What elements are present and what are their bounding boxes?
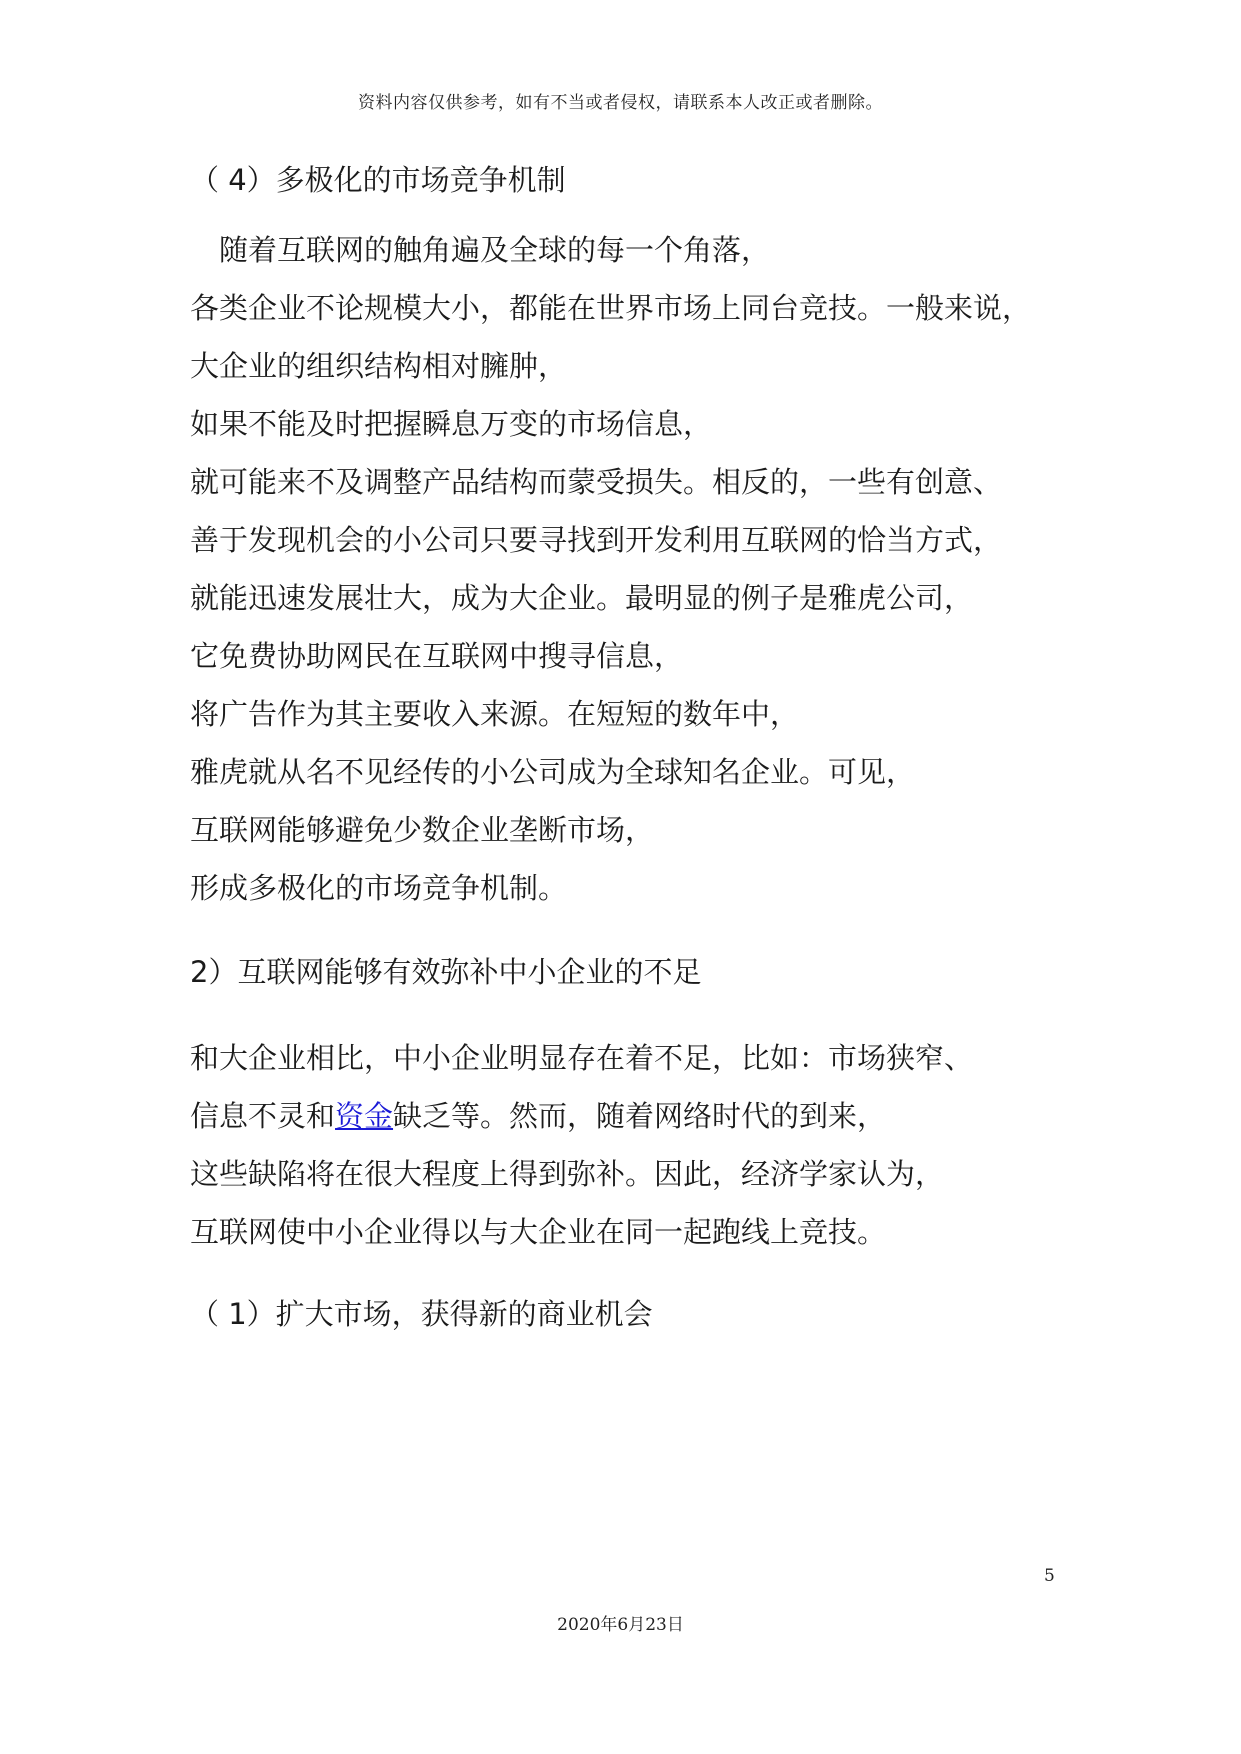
paragraph-line: 如果不能及时把握瞬息万变的市场信息， <box>190 407 713 441</box>
funds-link[interactable]: 资金 <box>335 1099 394 1133</box>
paragraph-line: 它免费协助网民在互联网中搜寻信息， <box>190 639 684 673</box>
footer-date: 2020年6月23日 <box>557 1615 684 1635</box>
paragraph-line: 就可能来不及调整产品结构而蒙受损失。相反的，一些有创意、 <box>190 465 1003 499</box>
text-segment: 信息不灵和 <box>190 1099 336 1133</box>
paragraph-line: 这些缺陷将在很大程度上得到弥补。因此，经济学家认为， <box>190 1157 945 1191</box>
paragraph-line: 就能迅速发展壮大，成为大企业。最明显的例子是雅虎公司， <box>190 581 974 615</box>
paragraph-line: 善于发现机会的小公司只要寻找到开发利用互联网的恰当方式， <box>190 523 1003 557</box>
section-heading-4: （ 4）多极化的市场竞争机制 <box>190 163 566 197</box>
paragraph-line: 各类企业不论规模大小，都能在世界市场上同台竞技。一般来说， <box>190 291 1032 325</box>
text-segment: 缺乏等。然而，随着网络时代的到来， <box>393 1099 887 1133</box>
section-heading-2: 2）互联网能够有效弥补中小企业的不足 <box>190 955 702 989</box>
header-disclaimer: 资料内容仅供参考，如有不当或者侵权，请联系本人改正或者删除。 <box>358 93 883 113</box>
paragraph-line: 大企业的组织结构相对臃肿， <box>190 349 568 383</box>
paragraph-line: 将广告作为其主要收入来源。在短短的数年中， <box>190 697 800 731</box>
section-heading-1: （ 1）扩大市场，获得新的商业机会 <box>190 1297 653 1331</box>
paragraph-line: 雅虎就从名不见经传的小公司成为全球知名企业。可见， <box>190 755 916 789</box>
paragraph-line: 形成多极化的市场竞争机制。 <box>190 871 568 905</box>
paragraph-line: 和大企业相比，中小企业明显存在着不足，比如：市场狭窄、 <box>190 1041 974 1075</box>
page-number: 5 <box>1044 1566 1055 1586</box>
paragraph-line: 互联网使中小企业得以与大企业在同一起跑线上竞技。 <box>190 1215 887 1249</box>
paragraph-line <box>190 1096 886 1136</box>
paragraph-line: 随着互联网的触角遍及全球的每一个角落， <box>190 233 771 267</box>
paragraph-line: 互联网能够避免少数企业垄断市场， <box>190 813 655 847</box>
